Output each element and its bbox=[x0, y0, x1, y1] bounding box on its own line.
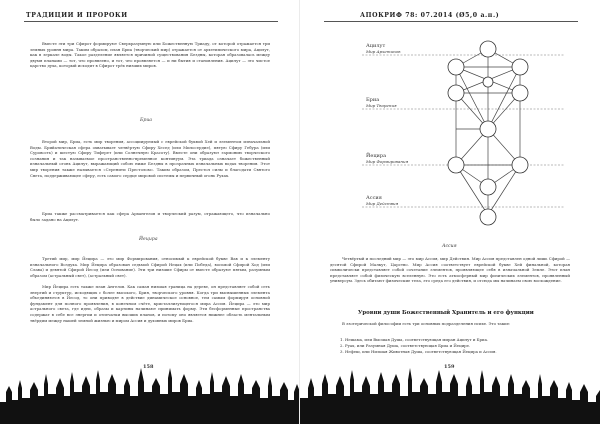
right-page bbox=[300, 0, 600, 424]
world-sub-yetzirah: Мир Формирования bbox=[366, 159, 409, 164]
left-paragraph-4: Третий мир, мир Йецира — это мир Формирования, относимый к еврейской букве Вав и к элементу изначального Воздуха. Мир Йецира образован седьмой Сфирой Нецах (или Победа), восьмой Сфирой Ход (или Слава) и девятой Сфирой Йесод (или Основание). Эти три низшие Сфиры от вместе образуют пятым, разумным образом (астральный свет), (астральный свет). bbox=[30, 256, 270, 278]
world-sub-atzilut: Мир Архетипов bbox=[366, 49, 401, 54]
left-header-rule bbox=[24, 21, 278, 22]
city-skyline-silhouette bbox=[0, 362, 300, 424]
sefira-gevurah bbox=[448, 85, 464, 101]
right-running-header: АПОКРИФ 78: 07.2014 (Ø5,0 а.п.) bbox=[360, 12, 500, 19]
left-paragraph-3: Бриа также рассматривается как сфера Архангелов и творческий разум, отражающего, что изначально было задано на Ацилут. bbox=[30, 211, 270, 222]
soul-levels-list bbox=[340, 337, 497, 355]
left-paragraph-5: Мир Йецира есть также план Ангелов. Как самая низшая граница на дереве, он представляет собой сеть энергий и структур, исходящих с более высокого, Брия, творческого уровня. Когда три высвышенных элемента объединяются в Йесод, то они приводят в действие динамическое основное, тем самым формируя основной фундамент для полного проявления, в конечном счёте, кристаллизующегося мира Ассия. Йецира — это мир астрального света, где идеи, образы и картины начинают принимать форму. Эти бесформенные пространства содержат в себе все энергии и отпечатки высших планов, и потому оно является нижнее область ментальным твёрдим между нашей земной жизнью и миром Ассия и духовных миров Бриа. bbox=[30, 284, 270, 323]
world-label-yetzirah: Йецира bbox=[366, 153, 387, 159]
section-title-yetzirah: Йецира bbox=[139, 237, 158, 242]
sefira-chokmah bbox=[512, 59, 528, 75]
sefira-malkut bbox=[480, 209, 496, 225]
world-label-beriah: Бриа bbox=[366, 97, 380, 103]
section-title-bria: Бриа bbox=[140, 118, 153, 123]
tree-of-life-diagram bbox=[362, 35, 564, 239]
world-label-atzilut: Ацилут bbox=[366, 43, 386, 49]
sefira-binah bbox=[448, 59, 464, 75]
left-page-number: 158 bbox=[143, 364, 154, 370]
list-item: 2. Руах, или Разумная Душа, соответствующая Бриа и Йецире. bbox=[340, 343, 471, 348]
sefira-netzach bbox=[512, 157, 528, 173]
list-item: 3. Нефеш, или Низшая Животная Душа, соответствующая Йецира и Ассия. bbox=[340, 349, 497, 354]
sefira-yesod bbox=[480, 179, 496, 195]
world-label-assiah: Ассия bbox=[366, 195, 382, 201]
list-item: 1. Нешама, или Высшая Душа, соответствующая миран Ацилут и Бриа. bbox=[340, 337, 489, 342]
left-running-header: ТРАДИЦИИ И ПРОРОКИ bbox=[26, 12, 128, 19]
section-heading-soul-levels: Уровни души Божественный Хранитель и его функции bbox=[358, 310, 534, 316]
left-paragraph-2: Второй мир, Бриа, есть мир творения, ассоциируемый с еврейской буквой Хей и элементом изначальной Воды. Брийатическая сфера охватывает четвёртую Сфиру Хесед (или Милосердие), пятую Сфиру Гебура (или Суровость) и шестую Сфиру Тиферет (или Солнечную Красоту). Вместе они образуют гармонию творческого сознания и так называемое пространственно-временное континуум. Эта триада означает божественный изначальный огонь Ацилут, выражающий собою ниже Бездны в прозрачных изначальных водах творения. Этот мир творения также называется «Серенити Престолом». Таким образом, Престол силы и благодати Святого Света, поддерживающее сферу, есть самого сердце мировой системы и первичный огонь Рухах. bbox=[30, 139, 270, 178]
sefira-tiferet bbox=[480, 121, 496, 137]
diagram-caption: Ассия bbox=[442, 244, 457, 249]
city-skyline-silhouette bbox=[300, 362, 600, 424]
sefira-keter bbox=[480, 41, 496, 57]
left-paragraph-1: Вместе эти три Сфирот формируют Сверхразумную или Божественную Триаду, от которой отражается три земных уровня мира. Таким образом, план Бриа (творческий мир) отражается от архетипического мира, Ацилут, как в зеркале воды. Такое разделение является причиной существования Бездны, которая образовалась между двумя планами — тот, что проявлено, и тот, что проявляется — и ни бытия и становления. Ацилут — это чистое царство духа, который исходит в Сфирот трёх низших миров. bbox=[30, 41, 270, 69]
world-sub-beriah: Мир Творения bbox=[366, 103, 397, 108]
world-sub-assiah: Мир Действия bbox=[366, 201, 399, 206]
right-paragraph-2: В эзотерической философии есть три основных подразделения психе. Это такие: bbox=[342, 321, 511, 326]
right-header-rule bbox=[324, 21, 578, 22]
sefira-hod bbox=[448, 157, 464, 173]
sefira-daat bbox=[483, 77, 493, 87]
sefira-chesed bbox=[512, 85, 528, 101]
right-page-number: 159 bbox=[444, 364, 455, 370]
right-paragraph-1: Четвёртый и последний мир — это мир Ассия, мир Действия. Мир Ассия представлен одной лишь Сфирой — десятой Сфирой Малкут, Царство. Мир Ассия соответствует еврейской букве Хей финальной, которая символически представляет собой сочетание элементов, проявляющее себя в изначальной Земле. Этот план представляет собой физическую вселенную. Это есть атмосферный мир физических элементов, проявленный универсум. Здесь обитают физические тела, это среда его действия, и отсюда мы начинаем свою восхождение. bbox=[330, 256, 570, 284]
